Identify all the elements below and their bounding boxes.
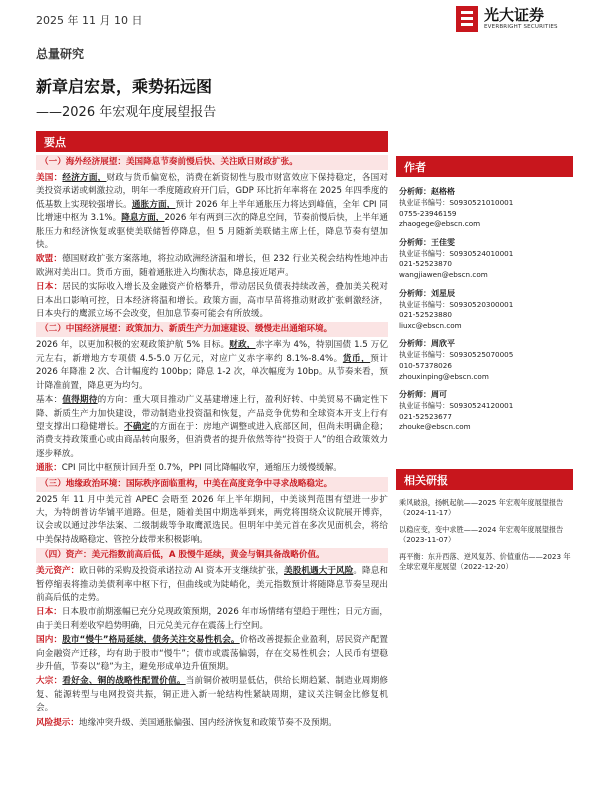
paragraph-risk: 风险提示：地缘冲突升级、美国通胀偏强、国内经济恢复和政策节奏不及预期。 xyxy=(36,717,337,728)
paragraph-us: 美国：经济方面，财政与货币偏宽松，消费在新资韧性与股市财富效应下保持稳定，各国对美投资承诺或刺激拉动，明年一季度随政府开门后，GDP 环比折年率将在 2025 年四季度的低基数上实现较强增长。通胀方面，预计 2026 年上半年通胀压力将达到峰值，全年 CPI 同比增速中枢为 3.1%。降息方面，2026 年有两到三次的降息空间，节奏前慢后快，上半年通胀压力和经济恢复或驱使美联储暂停降息，但 5 月随新美联储主席上任，降息节奏有望加快。 xyxy=(36,173,388,251)
author-phone: 021-52523880 xyxy=(399,310,452,320)
paragraph-china-policy: 2026 年，以更加积极的宏观政策护航 5% 目标。财政，赤字率为 4%，特别国债 1.5 万亿元左右，新增地方专项债 4.5-5.0 万亿元，对应广义赤字率约 8.1%-8.4%。货币，预计 2026 年降准 2 次、合计幅度约 100bp；降息 1-2 次，单次幅度为 10bp。从节奏来看，预计降准前置，降息更为均匀。 xyxy=(36,340,389,391)
related-report-list xyxy=(399,498,573,578)
report-date: 2025 年 11 月 10 日 xyxy=(36,14,143,27)
section-heading-assets: （四）资产：美元指数前高后低，A 股慢牛延续，黄金与铜具备战略价值。 xyxy=(36,548,388,563)
related-report-item[interactable]: 以稳应变，变中求胜——2024 年宏观年度展望报告（2023-11-07） xyxy=(399,524,564,545)
author-email[interactable]: wangjiawen@ebscn.com xyxy=(399,269,488,279)
logo-mark-icon xyxy=(456,6,478,32)
author-cert: 执业证书编号：S0930524120001 xyxy=(399,401,514,411)
related-report-item[interactable]: 再平衡：东升西落、逆风复苏、价值重估——2023 年全球宏观年度展望（2022-12-20） xyxy=(399,551,571,572)
author-phone: 0755-23946159 xyxy=(399,208,457,218)
author-card xyxy=(399,389,573,433)
report-subtitle: ——2026 年宏观年度展望报告 xyxy=(36,105,217,120)
related-report-item[interactable]: 乘风破浪，扬帆起航——2025 年宏观年度展望报告（2024-11-17） xyxy=(399,498,564,518)
author-list xyxy=(399,186,573,440)
paragraph-japan: 日本：居民的实际收入增长及金融资产价格攀升，带动居民负债表持续改善，叠加美关税对日本出口影响可控，日本经济将温和增长。政策方面，高市早苗将推动财政扩张刺激经济，日本央行的鹰派立场不会改变，但加息节奏可能会有所放缓。 xyxy=(36,282,388,320)
author-cert: 执业证书编号：S0930525070005 xyxy=(399,350,514,360)
paragraph-china-fundamentals: 基本：值得期待的方向：重大项目推动广义基建增速上行，盈利好转、中美贸易不确定性下降、新质生产力加快建设，带动制造业投资温和恢复，产品竞争优势和全球资本开支上行有望支撑出口稳健增长。不确定的方面在于：房地产调整或进入底部区间，但尚未明确企稳；消费支持政策重心或由商品转向服务，但消费者的提升依然等待“投资于人”的组合政策效力逐步释放。 xyxy=(36,395,388,459)
related-header xyxy=(396,469,573,490)
paragraph-eu: 欧盟：德国财政扩张方案落地，将拉动欧洲经济温和增长，但 232 行业关税会结构性地冲击欧洲对美出口。货币方面，随着通胀进入均衡状态，降息接近尾声。 xyxy=(36,254,388,278)
key-points-body xyxy=(36,154,388,731)
paragraph-geopolitics: 2025 年 11 月中美元首 APEC 会晤至 2026 年上半年期间，中美谈判范围有望进一步扩大，为特朗普访华铺平道路。但是，随着美国中期选举到来，两党将围绕众议院展开博弈，议会或以通过涉华法案、二级制裁等争取鹰派选民。但明年中美元首在多次见面机会，将给中美保持战略稳定、管控分歧带来积极影响。 xyxy=(36,494,388,545)
key-points-label: 要点 xyxy=(44,136,66,149)
authors-header xyxy=(396,156,573,177)
author-name: 分析师：周可 xyxy=(399,390,447,400)
section-heading-china: （二）中国经济展望：政策加力、新质生产力加速建设、缓慢走出通缩环境。 xyxy=(36,322,388,337)
author-email[interactable]: zhaogege@ebscn.com xyxy=(399,219,481,229)
author-phone: 010-57378026 xyxy=(399,360,452,370)
author-phone: 021-52523870 xyxy=(399,259,452,269)
section-heading-overseas: （一）海外经济展望：美国降息节奏前慢后快、关注欧日财政扩张。 xyxy=(36,155,388,170)
author-cert: 执业证书编号：S0930521010001 xyxy=(399,198,514,207)
author-card xyxy=(399,288,573,332)
author-card xyxy=(399,186,573,230)
logo-english-text: EVERBRIGHT SECURITIES xyxy=(484,24,558,30)
author-phone: 021-52523677 xyxy=(399,411,452,421)
paragraph-usd-assets: 美元资产：欧日韩的采购及投资承诺拉动 AI 资本开支继续扩张，美股机遇大于风险。降息和暂停缩表将推动美债利率中枢下行，但曲线或为陡峭化，美元指数预计将随降息节奏呈现出前高后低的走势。 xyxy=(36,566,388,603)
paragraph-china-inflation: 通胀：CPI 同比中枢预计回升至 0.7%，PPI 同比降幅收窄，通缩压力缓慢缓解。 xyxy=(36,463,342,474)
author-email[interactable]: zhouke@ebscn.com xyxy=(399,422,471,432)
author-name: 分析师：赵格格 xyxy=(399,187,455,196)
key-points-header xyxy=(36,131,388,152)
logo-text: 光大证券 xyxy=(484,6,545,24)
paragraph-commodities: 大宗：看好金、铜的战略性配置价值。当前铜价被明显低估，供给长期趋紧、制造业周期修复、能源转型与电网投资共振，铜正进入新一轮结构性紧缺周期，建议关注铜金比修复机会。 xyxy=(36,676,388,714)
section-heading-geopolitics: （三）地缘政治环境：国际秩序面临重构，中美在高度竞争中寻求战略稳定。 xyxy=(36,477,388,492)
author-name: 分析师：刘星辰 xyxy=(399,288,455,298)
author-card xyxy=(399,237,573,281)
authors-label: 作者 xyxy=(404,161,426,174)
author-name: 分析师：周欣平 xyxy=(399,339,455,349)
paragraph-japan-assets: 日本：日本股市前期涨幅已充分兑现政策预期，2026 年市场情绪有望趋于理性；日元方面，由于美日利差收窄趋势明确，日元兑美元存在震荡上行空间。 xyxy=(36,607,388,631)
report-type: 总量研究 xyxy=(36,47,85,61)
author-cert: 执业证书编号：S0930524010001 xyxy=(399,248,514,258)
report-title: 新章启宏景，乘势拓远图 xyxy=(36,77,213,96)
paragraph-domestic-assets: 国内：股市“慢牛”格局延续，债务关注交易性机会。价格改善提振企业盈利，居民资产配置向金融资产迁移，均有助于股市“慢牛”；债市或震荡偏弱，存在交易性机会；人民币有望稳步升值，节奏以“稳”为主，避免形成单边升值预期。 xyxy=(36,635,388,672)
author-cert: 执业证书编号：S0930520300001 xyxy=(399,299,514,309)
author-email[interactable]: zhouxinping@ebscn.com xyxy=(399,371,489,381)
author-card xyxy=(399,338,573,382)
brand-logo xyxy=(456,4,586,34)
author-name: 分析师：王佳雯 xyxy=(399,237,455,247)
author-email[interactable]: liuxc@ebscn.com xyxy=(399,320,462,330)
related-label: 相关研报 xyxy=(404,474,448,487)
